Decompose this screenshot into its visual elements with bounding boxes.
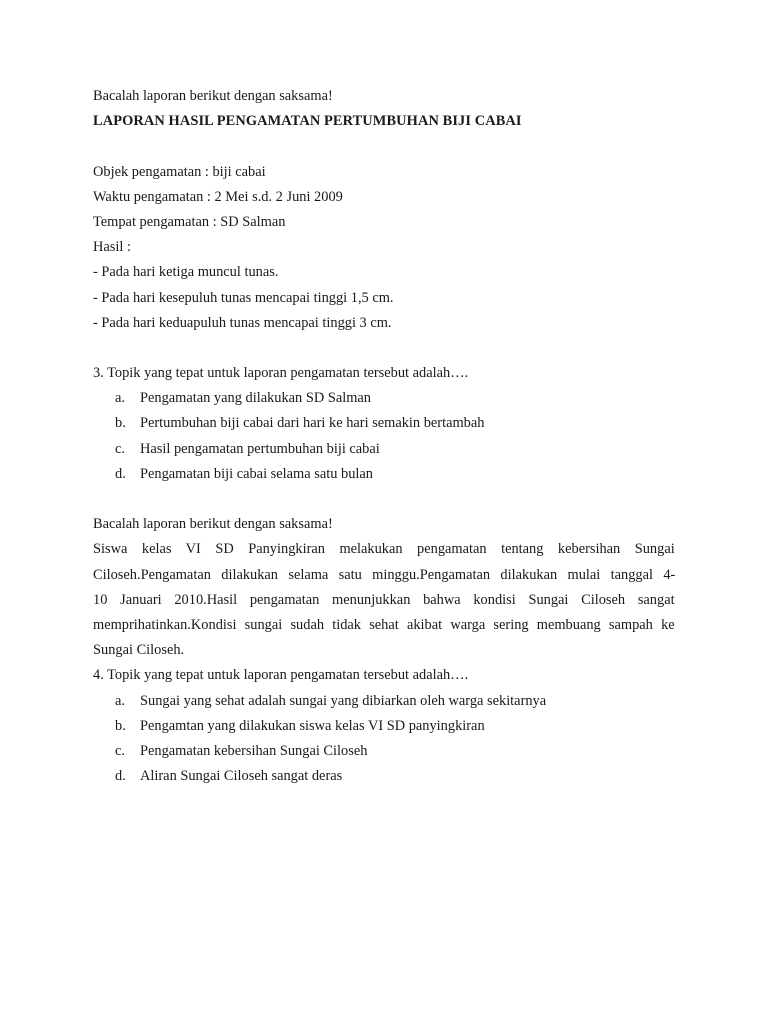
instruction-text: Bacalah laporan berikut dengan saksama! [93, 88, 333, 104]
spacer [93, 336, 675, 361]
question-3-prompt: 3. Topik yang tepat untuk laporan pengamatan tersebut adalah…. [93, 365, 469, 382]
option-text: Hasil pengamatan pertumbuhan biji cabai [140, 440, 380, 457]
result-item: - Pada hari keduapuluh tunas mencapai tinggi 3 cm. [93, 314, 392, 331]
option-letter: d. [115, 768, 126, 785]
question-4-option-c [93, 739, 675, 764]
document-page [93, 84, 675, 789]
option-letter: b. [115, 415, 126, 432]
option-text: Pertumbuhan biji cabai dari hari ke hari semakin bertambah [140, 415, 485, 432]
observation-object: Objek pengamatan : biji cabai [93, 163, 266, 180]
option-letter: d. [115, 465, 126, 482]
question-4-option-a [93, 689, 675, 714]
option-text: Pengamatan biji cabai selama satu bulan [140, 465, 373, 482]
question-3-option-c [93, 437, 675, 462]
option-letter: c. [115, 440, 125, 457]
report-title: LAPORAN HASIL PENGAMATAN PERTUMBUHAN BIJI CABAI [93, 113, 522, 130]
question-4-prompt: 4. Topik yang tepat untuk laporan pengamatan tersebut adalah…. [93, 667, 469, 684]
option-letter: b. [115, 717, 126, 734]
result-label: Hasil : [93, 239, 131, 256]
option-text: Sungai yang sehat adalah sungai yang dibiarkan oleh warga sekitarnya [140, 692, 547, 709]
paragraph-line: Sungai Ciloseh. [93, 642, 185, 659]
observation-place: Tempat pengamatan : SD Salman [93, 213, 286, 230]
question-3-option-a [93, 386, 675, 411]
question-3-option-b [93, 411, 675, 436]
observation-time: Waktu pengamatan : 2 Mei s.d. 2 Juni 2009 [93, 188, 343, 205]
paragraph-line: Ciloseh.Pengamatan dilakukan selama satu minggu.Pengamatan dilakukan mulai tanggal 4- [93, 566, 676, 583]
result-item: - Pada hari ketiga muncul tunas. [93, 264, 279, 281]
question-4-option-d [93, 764, 675, 789]
option-letter: c. [115, 742, 125, 759]
question-4-option-b [93, 714, 675, 739]
report-paragraph [93, 537, 675, 663]
paragraph-line: 10 Januari 2010.Hasil pengamatan menunjukkan bahwa kondisi Sungai Ciloseh sangat [93, 591, 675, 608]
option-letter: a. [115, 692, 125, 709]
option-letter: a. [115, 390, 125, 407]
option-text: Pengamatan kebersihan Sungai Ciloseh [140, 742, 368, 759]
spacer [93, 134, 675, 159]
option-text: Pengamatan yang dilakukan SD Salman [140, 390, 372, 407]
result-item: - Pada hari kesepuluh tunas mencapai tinggi 1,5 cm. [93, 289, 394, 306]
instruction-text: Bacalah laporan berikut dengan saksama! [93, 516, 333, 533]
paragraph-line: memprihatinkan.Kondisi sungai sudah tidak sehat akibat warga sering membuang sampah ke [93, 616, 675, 633]
paragraph-line: Siswa kelas VI SD Panyingkiran melakukan pengamatan tentang kebersihan Sungai [93, 541, 675, 558]
question-3-option-d [93, 462, 675, 487]
spacer [93, 487, 675, 512]
option-text: Pengamtan yang dilakukan siswa kelas VI SD panyingkiran [140, 717, 485, 734]
option-text: Aliran Sungai Ciloseh sangat deras [140, 768, 343, 785]
